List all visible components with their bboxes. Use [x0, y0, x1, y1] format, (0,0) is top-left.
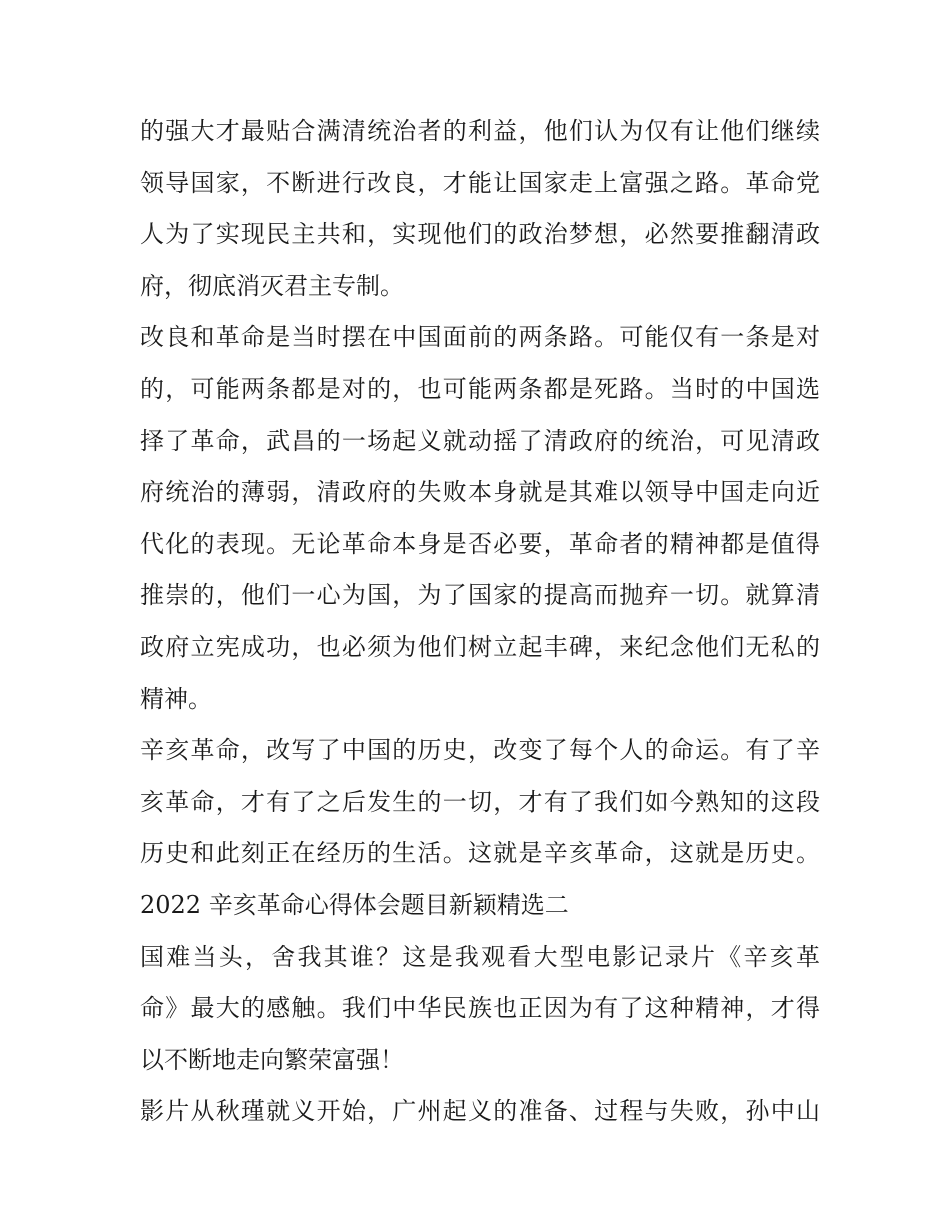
text-line: 人为了实现民主共和，实现他们的政治梦想，必然要推翻清政 — [140, 220, 820, 249]
text-line: 命》最大的感触。我们中华民族也正因为有了这种精神，才得 — [140, 994, 820, 1023]
text-line: 的强大才最贴合满清统治者的利益，他们认为仅有让他们继续 — [140, 117, 820, 145]
text-line: 亥革命，才有了之后发生的一切，才有了我们如今熟知的这段 — [140, 787, 820, 816]
text-line: 影片从秋瑾就义开始，广州起义的准备、过程与失败，孙中山 — [140, 1097, 820, 1126]
text-line: 国难当头，舍我其谁？这是我观看大型电影记录片《辛亥革 — [140, 942, 820, 971]
text-line: 府统治的薄弱，清政府的失败本身就是其难以领导中国走向近 — [140, 478, 820, 507]
text-line: 改良和革命是当时摆在中国面前的两条路。可能仅有一条是对 — [140, 323, 820, 352]
text-line: 的，可能两条都是对的，也可能两条都是死路。当时的中国选 — [140, 374, 820, 403]
text-line: 府，彻底消灭君主专制。 — [140, 271, 404, 300]
text-line: 领导国家，不断进行改良，才能让国家走上富强之路。革命党 — [140, 168, 820, 197]
text-line: 以不断地走向繁荣富强！ — [140, 1045, 404, 1074]
text-line: 历史和此刻正在经历的生活。这就是辛亥革命，这就是历史。 — [140, 839, 820, 868]
text-line: 代化的表现。无论革命本身是否必要，革命者的精神都是值得 — [140, 529, 820, 558]
text-line: 择了革命，武昌的一场起义就动摇了清政府的统治，可见清政 — [140, 426, 820, 455]
text-line: 精神。 — [140, 684, 212, 713]
document-body — [140, 106, 820, 1138]
text-line: 推崇的，他们一心为国，为了国家的提高而抛弃一切。就算清 — [140, 581, 820, 610]
section-heading: 2022 辛亥革命心得体会题目新颖精选二 — [140, 890, 569, 919]
text-line: 辛亥革命，改写了中国的历史，改变了每个人的命运。有了辛 — [140, 736, 820, 765]
text-line: 政府立宪成功，也必须为他们树立起丰碑，来纪念他们无私的 — [140, 632, 820, 661]
